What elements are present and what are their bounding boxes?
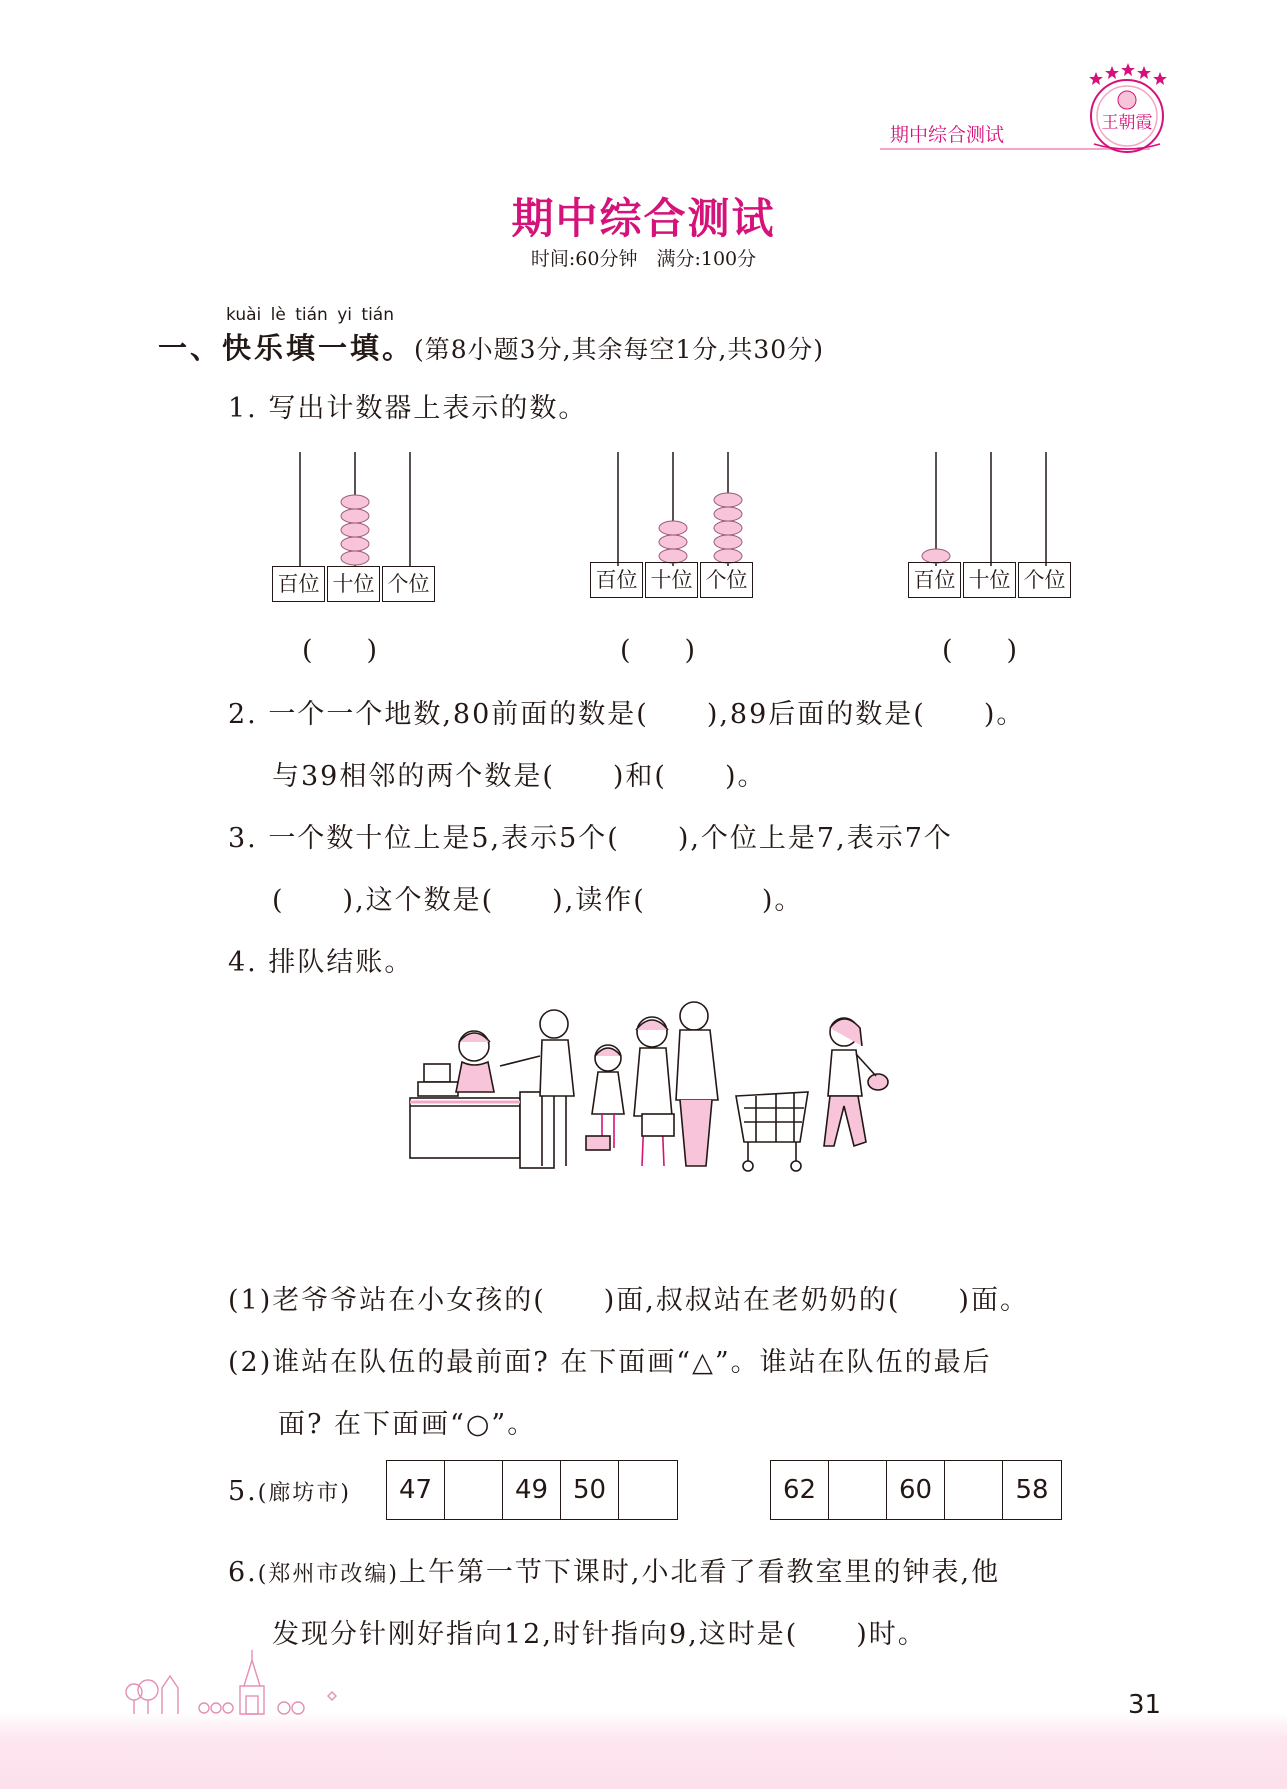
number-sequence-1 [386,1460,678,1520]
label-hundreds: 百位 [272,566,325,602]
bead [714,549,742,563]
question-2-line-1: 2. 一个一个地数,80前面的数是( ),89后面的数是( )。 [228,699,1026,730]
seq-cell-blank[interactable] [945,1461,1003,1519]
seq-cell: 50 [561,1461,619,1519]
label-ones: 个位 [1018,562,1071,598]
question-6-source: (郑州市改编) [257,1562,399,1587]
bead [659,535,687,549]
bead [714,507,742,521]
bead [659,521,687,535]
abacus-3-rods [906,446,1076,566]
abacus-1-rods [270,446,440,566]
bead [341,537,369,551]
answer-blank-2[interactable]: ( ) [620,635,696,666]
abacus-2 [588,446,758,606]
question-2-line-2: 与39相邻的两个数是( )和( )。 [272,761,767,792]
label-tens: 十位 [963,562,1016,598]
section-heading: 一、快乐填一填。(第8小题3分,其余每空1分,共30分) [158,331,824,365]
answer-blank-3[interactable]: ( ) [942,635,1018,666]
seq-cell: 58 [1015,1475,1049,1505]
abacus-1 [270,446,440,606]
abacus-2-rods [588,446,758,566]
label-tens: 十位 [327,566,380,602]
bead [714,493,742,507]
question-6-line-1: 6.(郑州市改编)上午第一节下课时,小北看了看教室里的钟表,他 [228,1557,1001,1588]
publisher-badge-logo [1072,60,1182,156]
question-5-label: 5.(廊坊市) [228,1476,351,1507]
bead [341,523,369,537]
seq-cell-blank[interactable] [445,1461,503,1519]
header-section-tag: 期中综合测试 [880,120,1150,150]
question-1-text: 1. 写出计数器上表示的数。 [228,393,588,424]
question-4-sub-2-line-2: 面? 在下面画“○”。 [278,1409,537,1440]
bead [659,549,687,563]
label-hundreds: 百位 [908,562,961,598]
bead [922,549,950,563]
seq-cell: 49 [503,1461,561,1519]
question-6-line-2: 发现分针刚好指向12,时针指向9,这时是( )时。 [272,1619,927,1650]
section-pinyin: kuài lè tián yi tián [226,305,394,325]
abacus-3 [906,446,1076,606]
footer-decoration [118,1646,378,1718]
seq-cell-blank[interactable] [619,1461,677,1519]
test-info: 时间:60分钟 满分:100分 [530,248,757,270]
bead [341,551,369,565]
page-number: 31 [1128,1690,1162,1720]
footer-band [0,1712,1287,1789]
seq-cell: 60 [887,1461,945,1519]
checkout-queue-illustration [404,996,904,1186]
section-score-note: (第8小题3分,其余每空1分,共30分) [414,335,824,364]
question-4-sub-2-line-1: (2)谁站在队伍的最前面? 在下面画“△”。谁站在队伍的最后 [228,1347,992,1378]
label-ones: 个位 [700,562,753,598]
question-4-text: 4. 排队结账。 [228,947,414,978]
question-3-line-2: ( ),这个数是( ),读作( )。 [272,885,804,916]
label-tens: 十位 [645,562,698,598]
bead [341,495,369,509]
question-4-sub-1: (1)老爷爷站在小女孩的( )面,叔叔站在老奶奶的( )面。 [228,1285,1029,1316]
answer-blank-1[interactable]: ( ) [302,635,378,666]
seq-cell: 47 [387,1461,445,1519]
bead [714,535,742,549]
label-ones: 个位 [382,566,435,602]
page-title: 期中综合测试 [511,194,776,243]
seq-cell-blank[interactable] [829,1461,887,1519]
number-sequence-2 [770,1460,1062,1520]
bead [341,509,369,523]
seq-cell: 62 [771,1461,829,1519]
svg-text:王朝霞: 王朝霞 [1101,113,1153,133]
bead [714,521,742,535]
label-hundreds: 百位 [590,562,643,598]
question-3-line-1: 3. 一个数十位上是5,表示5个( ),个位上是7,表示7个 [228,823,953,854]
question-5-source: (廊坊市) [257,1481,351,1506]
